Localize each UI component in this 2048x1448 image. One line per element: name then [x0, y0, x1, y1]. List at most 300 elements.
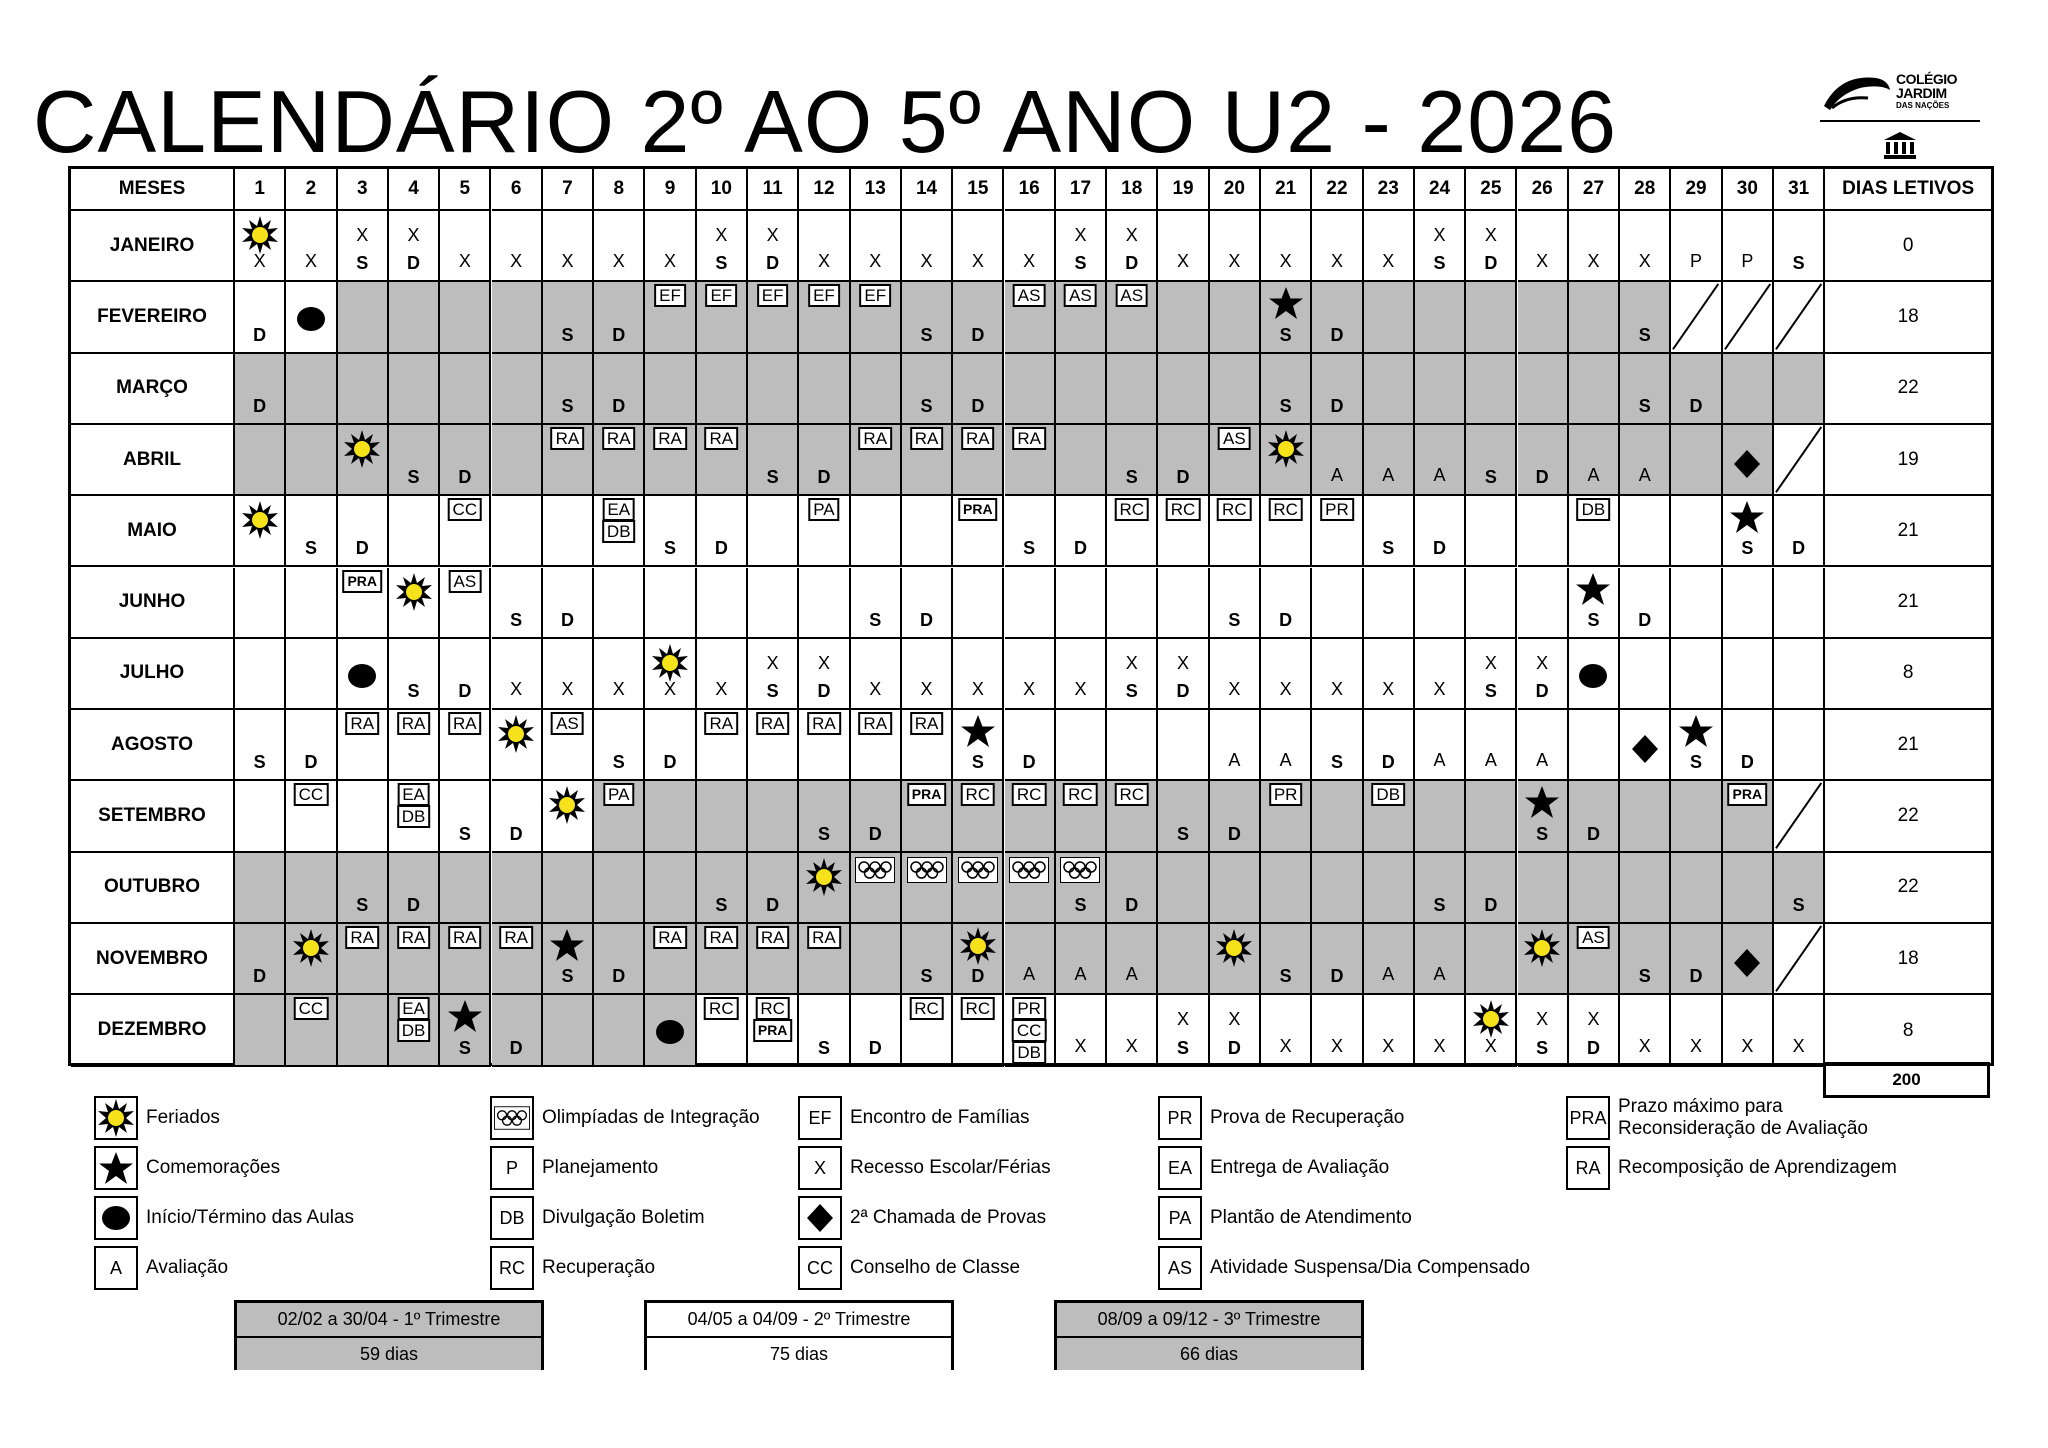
- day-cell: [1774, 354, 1825, 425]
- day-cell: [492, 781, 543, 852]
- weekend-mark: S: [766, 467, 779, 488]
- day-cell: [645, 639, 696, 710]
- weekend-mark: S: [304, 538, 317, 559]
- day-cell: [953, 211, 1004, 282]
- weekend-mark: D: [817, 467, 831, 488]
- holiday-sun-icon: [342, 429, 382, 474]
- day-cell: [235, 853, 286, 924]
- day-cell: [1312, 211, 1363, 282]
- recess-mark: X: [715, 225, 728, 245]
- commemoration-star-icon: [447, 999, 483, 1038]
- weekend-mark: D: [1740, 752, 1754, 773]
- dias-letivos-value: 22: [1825, 354, 1991, 425]
- event-code-ra: RA: [499, 926, 533, 949]
- day-cell: [1569, 211, 1620, 282]
- day-cell: [1569, 425, 1620, 496]
- recess-mark: X: [1023, 251, 1036, 272]
- day-cell: [697, 853, 748, 924]
- day-cell: [286, 496, 337, 567]
- day-cell: [389, 710, 440, 781]
- header-day: 21: [1261, 169, 1312, 211]
- weekend-mark: S: [561, 966, 574, 987]
- assessment-mark: A: [1382, 465, 1395, 486]
- day-cell: [1723, 995, 1774, 1066]
- day-cell: [851, 354, 902, 425]
- weekend-mark: S: [1792, 253, 1805, 274]
- day-cell: [1620, 211, 1671, 282]
- day-cell: [1415, 211, 1466, 282]
- event-code-pra: PRA: [342, 570, 382, 593]
- day-cell: [286, 853, 337, 924]
- event-code-pra: PRA: [753, 1019, 793, 1042]
- day-cell: [1107, 710, 1158, 781]
- day-cell: [1312, 354, 1363, 425]
- event-code-rc: RC: [961, 997, 996, 1020]
- day-cell: [389, 211, 440, 282]
- day-cell: [697, 781, 748, 852]
- day-cell: [902, 995, 953, 1066]
- day-cell: [1620, 710, 1671, 781]
- weekend-mark: D: [1689, 395, 1703, 416]
- day-cell: [1005, 853, 1056, 924]
- day-cell: [1158, 354, 1209, 425]
- day-cell: [748, 354, 799, 425]
- dias-letivos-value: 18: [1825, 924, 1991, 995]
- weekend-mark: D: [1535, 467, 1549, 488]
- day-cell: [492, 354, 543, 425]
- holiday-sun-icon: [1266, 429, 1306, 474]
- weekend-mark: D: [1484, 894, 1498, 915]
- event-code-db: DB: [1371, 783, 1405, 806]
- trimester-period: 04/05 a 04/09 - 2º Trimestre: [647, 1303, 951, 1338]
- day-cell: [697, 710, 748, 781]
- header-day: 6: [492, 169, 543, 211]
- recess-mark: X: [869, 679, 882, 700]
- weekend-mark: S: [407, 467, 420, 488]
- recess-mark: X: [561, 679, 574, 700]
- day-cell: [543, 354, 594, 425]
- day-cell: [1056, 425, 1107, 496]
- page-title: CALENDÁRIO 2º AO 5º ANO U2 - 2026: [32, 72, 1618, 171]
- day-cell: [1056, 639, 1107, 710]
- recess-mark: X: [561, 251, 574, 272]
- day-cell: [1723, 781, 1774, 852]
- weekend-mark: D: [304, 752, 318, 773]
- day-cell: [851, 282, 902, 353]
- day-cell: [697, 211, 748, 282]
- event-code-rc: RC: [1268, 498, 1303, 521]
- event-code-db: DB: [397, 1019, 431, 1042]
- dias-letivos-value: 19: [1825, 425, 1991, 496]
- legend-code: RC: [490, 1246, 534, 1290]
- weekend-mark: S: [1074, 894, 1087, 915]
- day-cell: [235, 354, 286, 425]
- day-cell: [851, 924, 902, 995]
- day-cell: [1774, 282, 1825, 353]
- day-cell: [851, 568, 902, 639]
- recess-mark: X: [1228, 251, 1241, 272]
- day-cell: [1364, 496, 1415, 567]
- weekend-mark: D: [1586, 1037, 1600, 1058]
- day-cell: [235, 710, 286, 781]
- commemoration-star-icon: [1575, 572, 1611, 611]
- day-cell: [748, 211, 799, 282]
- commemoration-star-icon: [960, 714, 996, 753]
- legend-code: P: [490, 1146, 534, 1190]
- day-cell: [338, 781, 389, 852]
- weekend-mark: D: [1073, 538, 1087, 559]
- day-cell: [440, 781, 491, 852]
- event-code-rc: RC: [1217, 498, 1252, 521]
- day-cell: [748, 425, 799, 496]
- weekend-mark: D: [1176, 681, 1190, 702]
- day-cell: [543, 211, 594, 282]
- event-code-rc: RC: [755, 997, 790, 1020]
- event-code-as: AS: [1577, 926, 1610, 949]
- recess-mark: X: [1638, 1035, 1651, 1056]
- day-cell: [1774, 568, 1825, 639]
- day-cell: [389, 924, 440, 995]
- legend-item: [1158, 1096, 1404, 1140]
- olympics-rings-icon: [907, 857, 947, 888]
- olympics-rings-icon: [958, 857, 998, 888]
- day-cell: [799, 853, 850, 924]
- holiday-sun-icon: [1522, 928, 1562, 973]
- legend-code: PRA: [1566, 1096, 1610, 1140]
- weekend-mark: D: [1330, 324, 1344, 345]
- olympics-rings-icon: [855, 857, 895, 888]
- day-cell: [1774, 425, 1825, 496]
- event-code-as: AS: [1064, 284, 1097, 307]
- weekend-mark: S: [407, 681, 420, 702]
- weekend-mark: S: [920, 324, 933, 345]
- day-cell: [953, 853, 1004, 924]
- weekend-mark: D: [612, 966, 626, 987]
- day-cell: [1415, 282, 1466, 353]
- weekend-mark: S: [510, 609, 523, 630]
- legend-label: Avaliação: [146, 1257, 229, 1278]
- header-day: 13: [851, 169, 902, 211]
- holiday-sun-icon: [1214, 928, 1254, 973]
- month-name: JUNHO: [71, 568, 235, 639]
- legend-item: [94, 1196, 354, 1240]
- school-logo: [1820, 64, 1980, 168]
- day-cell: [851, 710, 902, 781]
- legend-label: Início/Término das Aulas: [146, 1207, 355, 1228]
- day-cell: [440, 568, 491, 639]
- event-code-ra: RA: [858, 427, 892, 450]
- day-cell: [594, 781, 645, 852]
- event-code-rc: RC: [1114, 498, 1149, 521]
- day-cell: [594, 211, 645, 282]
- day-cell: [1415, 496, 1466, 567]
- day-cell: [1312, 781, 1363, 852]
- day-cell: [1158, 568, 1209, 639]
- day-cell: [1312, 853, 1363, 924]
- weekend-mark: S: [1536, 1037, 1549, 1058]
- day-cell: [1723, 568, 1774, 639]
- day-cell: [1158, 781, 1209, 852]
- weekend-mark: D: [766, 894, 780, 915]
- header-months: MESES: [71, 169, 235, 211]
- second-call-diamond-icon: [1733, 948, 1761, 983]
- weekend-mark: D: [663, 752, 677, 773]
- day-cell: [1671, 496, 1722, 567]
- day-cell: [645, 211, 696, 282]
- day-cell: [1107, 496, 1158, 567]
- event-code-ra: RA: [602, 427, 636, 450]
- day-cell: [902, 496, 953, 567]
- day-cell: [338, 282, 389, 353]
- weekend-mark: S: [1330, 752, 1343, 773]
- weekend-mark: S: [1228, 609, 1241, 630]
- day-cell: [1056, 995, 1107, 1066]
- day-cell: [1569, 282, 1620, 353]
- holiday-sun-icon: [496, 714, 536, 759]
- second-call-diamond-icon: [1631, 734, 1659, 769]
- day-cell: [1518, 710, 1569, 781]
- day-cell: [492, 211, 543, 282]
- recess-mark: X: [1279, 679, 1292, 700]
- recess-mark: X: [1074, 679, 1087, 700]
- event-code-ra: RA: [807, 926, 841, 949]
- day-cell: [748, 639, 799, 710]
- month-name: NOVEMBRO: [71, 924, 235, 995]
- recess-mark: X: [920, 679, 933, 700]
- day-cell: [543, 639, 594, 710]
- weekend-mark: S: [817, 1037, 830, 1058]
- weekend-mark: D: [1638, 609, 1652, 630]
- day-cell: [1466, 995, 1517, 1066]
- recess-mark: X: [1382, 679, 1395, 700]
- weekend-mark: S: [920, 395, 933, 416]
- day-cell: [594, 710, 645, 781]
- day-cell: [338, 354, 389, 425]
- header-day: 23: [1364, 169, 1415, 211]
- class-start-end-dot-icon: [94, 1196, 138, 1240]
- weekend-mark: D: [868, 823, 882, 844]
- day-cell: [389, 568, 440, 639]
- dias-letivos-value: 21: [1825, 496, 1991, 567]
- day-cell: [799, 924, 850, 995]
- weekend-mark: S: [1484, 467, 1497, 488]
- day-cell: [235, 995, 286, 1066]
- day-cell: [1056, 924, 1107, 995]
- second-call-diamond-icon: [1733, 449, 1761, 484]
- day-cell: [748, 496, 799, 567]
- day-cell: [902, 781, 953, 852]
- weekend-mark: S: [458, 823, 471, 844]
- day-cell: [1364, 211, 1415, 282]
- header-day: 8: [594, 169, 645, 211]
- recess-mark: X: [869, 251, 882, 272]
- weekend-mark: D: [407, 894, 421, 915]
- event-code-cc: CC: [294, 997, 329, 1020]
- weekend-mark: S: [766, 681, 779, 702]
- day-cell: [748, 781, 799, 852]
- day-cell: [1569, 924, 1620, 995]
- class-start-end-dot-icon: [1578, 663, 1608, 694]
- day-cell: [235, 639, 286, 710]
- day-cell: [1620, 781, 1671, 852]
- month-name: JANEIRO: [71, 211, 235, 282]
- day-cell: [1364, 639, 1415, 710]
- month-name: JULHO: [71, 639, 235, 710]
- day-cell: [1723, 496, 1774, 567]
- day-cell: [1518, 496, 1569, 567]
- legend-label: Recuperação: [542, 1257, 656, 1278]
- day-cell: [748, 853, 799, 924]
- logo-text-2: JARDIM: [1896, 85, 1947, 101]
- day-cell: [1723, 710, 1774, 781]
- day-cell: [286, 924, 337, 995]
- day-cell: [1466, 425, 1517, 496]
- day-cell: [338, 568, 389, 639]
- legend-item: [490, 1246, 655, 1290]
- legend-item: [1158, 1146, 1389, 1190]
- weekend-mark: D: [458, 467, 472, 488]
- header-day: 2: [286, 169, 337, 211]
- recess-mark: X: [1587, 1009, 1600, 1030]
- day-cell: [1466, 568, 1517, 639]
- day-cell: [799, 639, 850, 710]
- event-code-db: DB: [1577, 498, 1611, 521]
- day-cell: [1364, 425, 1415, 496]
- logo-text-1: COLÉGIO: [1896, 71, 1958, 87]
- legend-label: 2ª Chamada de Provas: [850, 1207, 1047, 1228]
- day-cell: [1620, 639, 1671, 710]
- day-cell: [851, 995, 902, 1066]
- day-cell: [1415, 568, 1466, 639]
- weekend-mark: D: [509, 1037, 523, 1058]
- recess-mark: X: [1484, 225, 1497, 245]
- legend-label: Prazo máximo para Reconsideração de Avaliação: [1618, 1096, 1868, 1139]
- event-code-rc: RC: [909, 997, 944, 1020]
- day-cell: [953, 639, 1004, 710]
- recess-mark: X: [1177, 1009, 1190, 1030]
- day-cell: [440, 496, 491, 567]
- recess-mark: X: [1228, 679, 1241, 700]
- day-cell: [1107, 211, 1158, 282]
- weekend-mark: S: [1536, 823, 1549, 844]
- weekend-mark: S: [458, 1037, 471, 1058]
- weekend-mark: D: [1022, 752, 1036, 773]
- day-cell: [1723, 211, 1774, 282]
- day-cell: [953, 924, 1004, 995]
- recess-mark: X: [1638, 251, 1651, 272]
- day-cell: [338, 496, 389, 567]
- event-code-ef: EF: [654, 284, 686, 307]
- recess-mark: X: [715, 679, 728, 700]
- month-name: ABRIL: [71, 425, 235, 496]
- weekend-mark: S: [1279, 324, 1292, 345]
- day-cell: [1005, 354, 1056, 425]
- event-code-db: DB: [1012, 1041, 1046, 1064]
- recess-mark: X: [1536, 652, 1549, 673]
- recess-mark: X: [1330, 679, 1343, 700]
- weekend-mark: D: [1330, 966, 1344, 987]
- day-cell: [389, 425, 440, 496]
- day-cell: [1723, 425, 1774, 496]
- day-cell: [543, 425, 594, 496]
- day-cell: [286, 639, 337, 710]
- day-cell: [1210, 282, 1261, 353]
- weekend-mark: S: [920, 966, 933, 987]
- day-cell: [1364, 781, 1415, 852]
- weekend-mark: D: [1792, 538, 1806, 559]
- weekend-mark: S: [1433, 894, 1446, 915]
- day-cell: [1312, 568, 1363, 639]
- day-cell: [1466, 354, 1517, 425]
- day-cell: [1518, 853, 1569, 924]
- weekend-mark: S: [971, 752, 984, 773]
- day-cell: [1518, 781, 1569, 852]
- event-code-rc: RC: [704, 997, 739, 1020]
- day-cell: [492, 710, 543, 781]
- planning-mark: P: [1741, 251, 1754, 272]
- header-day: 14: [902, 169, 953, 211]
- day-cell: [953, 710, 1004, 781]
- day-cell: [1210, 710, 1261, 781]
- day-cell: [1774, 639, 1825, 710]
- event-code-as: AS: [1013, 284, 1046, 307]
- day-cell: [953, 425, 1004, 496]
- day-cell: [389, 639, 440, 710]
- header-day: 19: [1158, 169, 1209, 211]
- weekend-mark: D: [1330, 395, 1344, 416]
- day-cell: [1466, 853, 1517, 924]
- day-cell: [1620, 496, 1671, 567]
- legend-label: Prova de Recuperação: [1210, 1107, 1405, 1128]
- legend-label: Divulgação Boletim: [542, 1207, 705, 1228]
- weekend-mark: S: [1279, 395, 1292, 416]
- weekend-mark: D: [1586, 823, 1600, 844]
- weekend-mark: S: [1638, 966, 1651, 987]
- day-cell: [1671, 995, 1722, 1066]
- day-cell: [902, 282, 953, 353]
- event-code-ra: RA: [551, 427, 585, 450]
- legend-label: Recesso Escolar/Férias: [850, 1157, 1051, 1178]
- weekend-mark: D: [920, 609, 934, 630]
- dias-letivos-value: 18: [1825, 282, 1991, 353]
- weekend-mark: D: [509, 823, 523, 844]
- day-cell: [1364, 995, 1415, 1066]
- day-cell: [1210, 425, 1261, 496]
- assessment-mark: A: [1587, 465, 1600, 486]
- no-day-slash: [1774, 425, 1823, 494]
- legend-label: Conselho de Classe: [850, 1257, 1021, 1278]
- recess-mark: X: [1125, 225, 1138, 245]
- day-cell: [389, 282, 440, 353]
- no-day-slash: [1774, 781, 1823, 850]
- day-cell: [1312, 425, 1363, 496]
- day-cell: [1312, 924, 1363, 995]
- weekend-mark: S: [1279, 966, 1292, 987]
- day-cell: [1261, 639, 1312, 710]
- recess-mark: X: [1484, 1035, 1497, 1056]
- day-cell: [1005, 425, 1056, 496]
- day-cell: [799, 995, 850, 1066]
- day-cell: [492, 425, 543, 496]
- commemoration-star-icon: [1268, 286, 1304, 325]
- event-code-db: DB: [397, 805, 431, 828]
- day-cell: [1005, 282, 1056, 353]
- day-cell: [594, 425, 645, 496]
- recess-mark: X: [920, 251, 933, 272]
- day-cell: [1158, 496, 1209, 567]
- weekend-mark: D: [253, 966, 267, 987]
- day-cell: [697, 924, 748, 995]
